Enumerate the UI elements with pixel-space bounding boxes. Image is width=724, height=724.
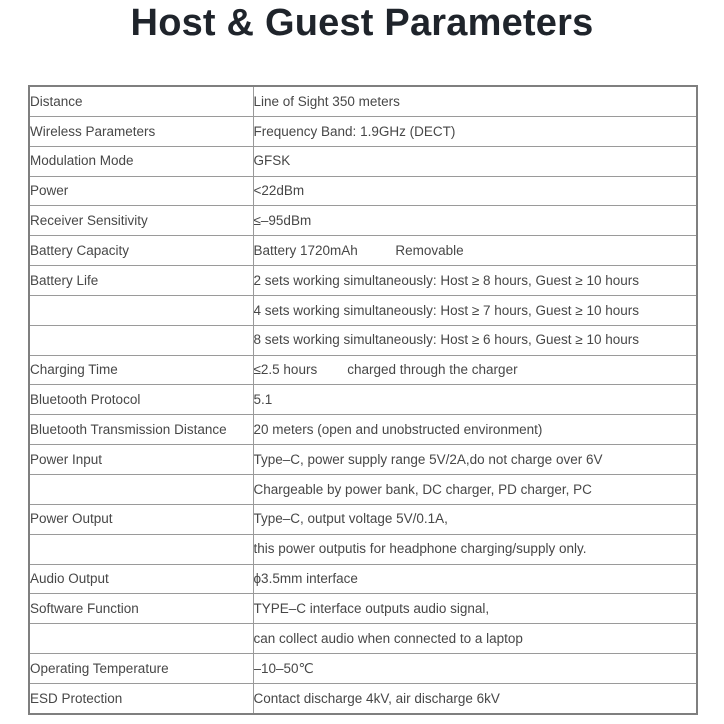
- parameter-value-cell: can collect audio when connected to a laptop: [253, 624, 697, 654]
- table-row: [29, 146, 697, 176]
- parameter-value-cell: 8 sets working simultaneously: Host ≥ 6 hours, Guest ≥ 10 hours: [253, 325, 697, 355]
- parameter-label-cell: Operating Temperature: [29, 654, 253, 684]
- parameter-value-cell: Frequency Band: 1.9GHz (DECT): [253, 116, 697, 146]
- table-row: [29, 534, 697, 564]
- parameter-value-cell: Type–C, power supply range 5V/2A,do not charge over 6V: [253, 445, 697, 475]
- table-row: [29, 176, 697, 206]
- parameter-value-cell: TYPE–C interface outputs audio signal,: [253, 594, 697, 624]
- parameter-value-cell: Contact discharge 4kV, air discharge 6kV: [253, 683, 697, 713]
- parameter-value-cell: 5.1: [253, 385, 697, 415]
- parameter-value-cell: ≤2.5 hours charged through the charger: [253, 355, 697, 385]
- parameter-value-cell: Type–C, output voltage 5V/0.1A,: [253, 504, 697, 534]
- parameter-label-cell: [29, 295, 253, 325]
- page-title: Host & Guest Parameters: [130, 2, 594, 44]
- parameter-label-cell: [29, 624, 253, 654]
- parameter-label-cell: Wireless Parameters: [29, 116, 253, 146]
- table-row: [29, 654, 697, 684]
- parameter-label-cell: Modulation Mode: [29, 146, 253, 176]
- table-row: [29, 116, 697, 146]
- parameter-label-cell: Battery Life: [29, 266, 253, 296]
- parameter-label-cell: Bluetooth Protocol: [29, 385, 253, 415]
- parameter-value-cell: 20 meters (open and unobstructed environment): [253, 415, 697, 445]
- parameter-label-cell: Bluetooth Transmission Distance: [29, 415, 253, 445]
- parameter-label-cell: Audio Output: [29, 564, 253, 594]
- parameter-value-cell: ϕ3.5mm interface: [253, 564, 697, 594]
- parameter-label-cell: Power: [29, 176, 253, 206]
- parameter-value-cell: this power outputis for headphone charging/supply only.: [253, 534, 697, 564]
- parameter-value-cell: Chargeable by power bank, DC charger, PD charger, PC: [253, 474, 697, 504]
- parameter-label-cell: Power Input: [29, 445, 253, 475]
- parameters-table-body: [29, 86, 697, 714]
- parameter-value-cell: ≤–95dBm: [253, 206, 697, 236]
- parameters-table: [28, 85, 698, 715]
- table-row: [29, 385, 697, 415]
- parameter-label-cell: [29, 474, 253, 504]
- table-row: [29, 504, 697, 534]
- table-row: [29, 594, 697, 624]
- parameter-label-cell: Receiver Sensitivity: [29, 206, 253, 236]
- table-row: [29, 325, 697, 355]
- parameter-value-cell: Line of Sight 350 meters: [253, 86, 697, 116]
- parameter-label-cell: Battery Capacity: [29, 236, 253, 266]
- parameter-value-cell: –10–50℃: [253, 654, 697, 684]
- table-row: [29, 445, 697, 475]
- table-row: [29, 295, 697, 325]
- table-row: [29, 355, 697, 385]
- parameter-value-cell: 2 sets working simultaneously: Host ≥ 8 hours, Guest ≥ 10 hours: [253, 266, 697, 296]
- table-row: [29, 266, 697, 296]
- parameter-value-cell: GFSK: [253, 146, 697, 176]
- parameter-label-cell: Power Output: [29, 504, 253, 534]
- table-row: [29, 683, 697, 713]
- table-row: [29, 236, 697, 266]
- parameter-value-cell: Battery 1720mAh Removable: [253, 236, 697, 266]
- parameter-value-cell: <22dBm: [253, 176, 697, 206]
- table-row: [29, 86, 697, 116]
- parameter-label-cell: ESD Protection: [29, 683, 253, 713]
- parameter-label-cell: Charging Time: [29, 355, 253, 385]
- table-row: [29, 415, 697, 445]
- parameter-label-cell: [29, 534, 253, 564]
- table-row: [29, 206, 697, 236]
- parameter-label-cell: Distance: [29, 86, 253, 116]
- table-row: [29, 564, 697, 594]
- table-row: [29, 474, 697, 504]
- parameter-value-cell: 4 sets working simultaneously: Host ≥ 7 hours, Guest ≥ 10 hours: [253, 295, 697, 325]
- parameter-label-cell: Software Function: [29, 594, 253, 624]
- table-row: [29, 624, 697, 654]
- parameter-label-cell: [29, 325, 253, 355]
